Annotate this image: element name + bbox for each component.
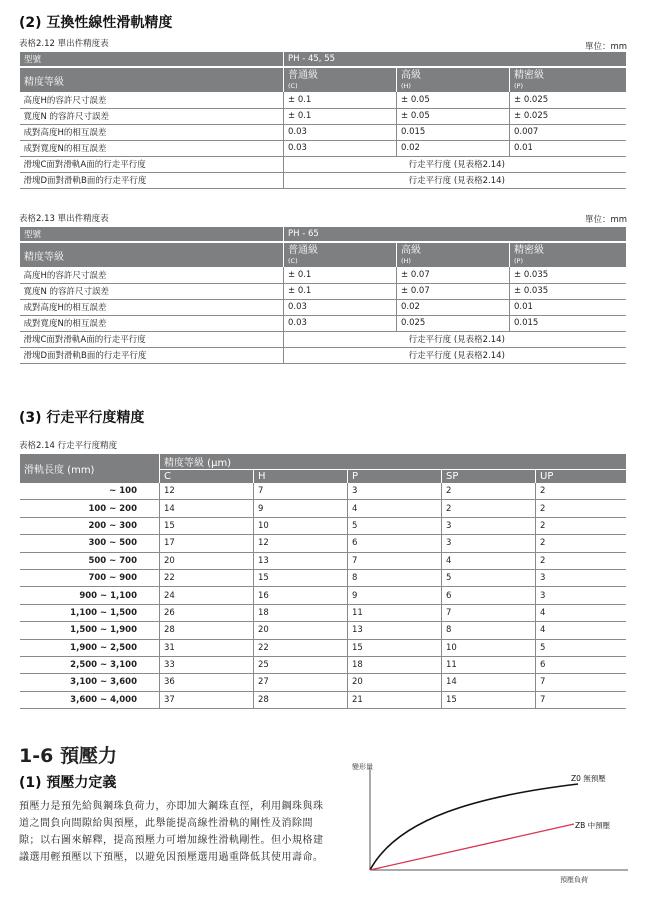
parallelism-value: 8: [348, 569, 442, 586]
preload-paragraph: 預壓力是預先給與鋼珠負荷力，亦即加大鋼珠直徑，利用鋼珠與珠道之間負向間隙給與預壓，此舉能提高線性滑軌的剛性及消除間隙；以右圖來解釋，提高預壓力可增加線性滑軌剛性。但小規格建議選用輕預壓以下預壓，以避免因預壓選用過重降低其使用壽命。: [19, 801, 324, 863]
row-value: ± 0.035: [510, 283, 626, 299]
table-row: [20, 622, 626, 639]
parallelism-value: 7: [536, 691, 626, 708]
table-row: [20, 483, 626, 500]
row-value: 0.03: [284, 315, 397, 331]
parallelism-value: 4: [536, 622, 626, 639]
parallelism-value: 3: [442, 535, 536, 552]
table-row: [20, 315, 626, 331]
grade-header-0: [284, 242, 397, 267]
parallelism-value: 9: [254, 500, 348, 517]
grade-label: 精度等級: [20, 242, 284, 267]
row-value: ± 0.1: [284, 108, 397, 124]
length-range: 700 ~ 900: [20, 569, 160, 586]
parallelism-value: 3: [348, 483, 442, 500]
parallelism-value: 11: [348, 604, 442, 621]
row-value: 0.03: [284, 124, 397, 140]
row-value: 0.02: [397, 140, 510, 156]
parallelism-value: 4: [348, 500, 442, 517]
grade-header-2: [510, 67, 626, 92]
curve-zb-label: ZB 中預壓: [575, 821, 611, 830]
table-row: [20, 569, 626, 586]
section-title-preload: 1-6 預壓力: [19, 745, 117, 767]
parallelism-value: 12: [160, 483, 254, 500]
parallelism-value: 2: [442, 483, 536, 500]
parallelism-value: 17: [160, 535, 254, 552]
table-row: [20, 604, 626, 621]
row-label: 高度H的容許尺寸誤差: [20, 267, 284, 283]
parallelism-value: 28: [254, 691, 348, 708]
row-value: ± 0.07: [397, 267, 510, 283]
y-axis-label: 變形量: [352, 763, 373, 771]
parallelism-value: 14: [442, 674, 536, 691]
parallelism-value: 24: [160, 587, 254, 604]
length-range: 3,600 ~ 4,000: [20, 691, 160, 708]
length-range: 500 ~ 700: [20, 552, 160, 569]
length-range: 1,900 ~ 2,500: [20, 639, 160, 656]
grade-code: (H): [401, 257, 411, 265]
parallelism-value: 5: [536, 639, 626, 656]
table-row: [20, 656, 626, 673]
row-value: ± 0.1: [284, 283, 397, 299]
parallelism-value: 31: [160, 639, 254, 656]
table-2-14: [19, 454, 626, 709]
column-header: SP: [442, 470, 536, 483]
table-row: [20, 108, 626, 124]
grade-code: (C): [288, 257, 298, 265]
parallelism-value: 22: [160, 569, 254, 586]
grade-name: 精密級: [514, 70, 544, 81]
parallelism-value: 21: [348, 691, 442, 708]
grade-code: (H): [401, 82, 411, 90]
table-row: [20, 639, 626, 656]
table-row: [20, 691, 626, 708]
table-row: [20, 172, 626, 188]
parallelism-value: 5: [442, 569, 536, 586]
parallelism-value: 11: [442, 656, 536, 673]
row-value: 0.01: [510, 140, 626, 156]
grade-name: 普通級: [288, 70, 318, 81]
row-value-span: 行走平行度 (見表格2.14): [284, 156, 626, 172]
row-value: 0.02: [397, 299, 510, 315]
grade-name: 精密級: [514, 245, 544, 256]
length-range: 1,500 ~ 1,900: [20, 622, 160, 639]
parallelism-value: 37: [160, 691, 254, 708]
parallelism-value: 15: [254, 569, 348, 586]
parallelism-value: 25: [254, 656, 348, 673]
curve-z0-label: Z0 無預壓: [571, 774, 606, 783]
parallelism-value: 6: [536, 656, 626, 673]
grade-name: 普通級: [288, 245, 318, 256]
table-row: [20, 140, 626, 156]
row-value: 0.01: [510, 299, 626, 315]
row-label: 成對寬度N的相互誤差: [20, 315, 284, 331]
parallelism-value: 3: [536, 569, 626, 586]
parallelism-value: 28: [160, 622, 254, 639]
row-label: 滑塊D面對滑軌B面的行走平行度: [20, 347, 284, 363]
row-value: 0.03: [284, 140, 397, 156]
parallelism-value: 7: [536, 674, 626, 691]
parallelism-value: 7: [442, 604, 536, 621]
parallelism-value: 2: [536, 500, 626, 517]
grade-label: 精度等級: [20, 67, 284, 92]
row-label: 成對寬度N的相互誤差: [20, 140, 284, 156]
parallelism-value: 18: [254, 604, 348, 621]
table-row: [20, 92, 626, 108]
grade-code: (P): [514, 257, 523, 265]
parallelism-value: 27: [254, 674, 348, 691]
grade-name: 高級: [401, 70, 421, 81]
parallelism-value: 16: [254, 587, 348, 604]
row-value: ± 0.035: [510, 267, 626, 283]
parallelism-value: 9: [348, 587, 442, 604]
parallelism-value: 10: [254, 517, 348, 534]
row-value: 0.025: [397, 315, 510, 331]
row-label: 寬度N 的容許尺寸誤差: [20, 283, 284, 299]
parallelism-value: 26: [160, 604, 254, 621]
table-2-12: [19, 52, 626, 189]
parallelism-value: 22: [254, 639, 348, 656]
column-header: H: [254, 470, 348, 483]
grade-header-1: [397, 242, 510, 267]
preload-diagram: [338, 758, 638, 888]
row-value: 0.015: [510, 315, 626, 331]
grade-header-row: [20, 67, 626, 92]
model-row: [20, 227, 626, 242]
row-value: ± 0.1: [284, 92, 397, 108]
table-row: [20, 552, 626, 569]
grade-code: (C): [288, 82, 298, 90]
parallelism-value: 20: [348, 674, 442, 691]
table-row: [20, 535, 626, 552]
curve-zb-medium-preload: [370, 824, 574, 870]
row-value: ± 0.05: [397, 92, 510, 108]
column-header: UP: [536, 470, 626, 483]
parallelism-value: 2: [442, 500, 536, 517]
model-row: [20, 52, 626, 67]
model-label: 型號: [20, 227, 284, 242]
parallelism-value: 13: [348, 622, 442, 639]
grade-name: 高級: [401, 245, 421, 256]
row-value: ± 0.05: [397, 108, 510, 124]
table-2-13-unit: 單位：mm: [584, 215, 627, 225]
row-value: 0.03: [284, 299, 397, 315]
row-label: 成對高度H的相互誤差: [20, 299, 284, 315]
grade-header-row: [20, 242, 626, 267]
table-row: [20, 331, 626, 347]
column-header: C: [160, 470, 254, 483]
row-label: 寬度N 的容許尺寸誤差: [20, 108, 284, 124]
section-title-running-parallelism: (3) 行走平行度精度: [19, 410, 145, 426]
table-row: [20, 517, 626, 534]
length-range: 100 ~ 200: [20, 500, 160, 517]
parallelism-value: 18: [348, 656, 442, 673]
parallelism-value: 4: [536, 604, 626, 621]
parallelism-value: 6: [348, 535, 442, 552]
length-range: 200 ~ 300: [20, 517, 160, 534]
grade-header-1: [397, 67, 510, 92]
table-row: [20, 124, 626, 140]
parallelism-value: 4: [442, 552, 536, 569]
length-range: 2,500 ~ 3,100: [20, 656, 160, 673]
parallelism-value: 20: [160, 552, 254, 569]
grade-header-2: [510, 242, 626, 267]
parallelism-value: 6: [442, 587, 536, 604]
length-label: 滑軌長度 (mm): [20, 454, 160, 483]
table-row: [20, 156, 626, 172]
model-label: 型號: [20, 52, 284, 67]
row-value: 0.015: [397, 124, 510, 140]
length-range: 300 ~ 500: [20, 535, 160, 552]
table-2-13-caption: 表格2.13 單出件精度表: [19, 214, 109, 224]
row-value-span: 行走平行度 (見表格2.14): [284, 172, 626, 188]
length-range: 1,100 ~ 1,500: [20, 604, 160, 621]
row-value: ± 0.025: [510, 108, 626, 124]
table-row: [20, 587, 626, 604]
row-label: 滑塊D面對滑軌B面的行走平行度: [20, 172, 284, 188]
parallelism-value: 5: [348, 517, 442, 534]
table-row: [20, 674, 626, 691]
model-value: PH - 45, 55: [284, 52, 626, 67]
table-2-12-unit: 單位：mm: [584, 42, 627, 52]
x-axis-label: 預壓負荷: [560, 876, 588, 884]
row-label: 高度H的容許尺寸誤差: [20, 92, 284, 108]
model-value: PH - 65: [284, 227, 626, 242]
parallelism-value: 15: [348, 639, 442, 656]
parallelism-value: 15: [442, 691, 536, 708]
parallelism-value: 36: [160, 674, 254, 691]
parallelism-value: 2: [536, 552, 626, 569]
table-2-14-caption: 表格2.14 行走平行度精度: [19, 441, 118, 451]
table-row: [20, 347, 626, 363]
table-2-13: [19, 227, 626, 364]
parallelism-value: 7: [348, 552, 442, 569]
parallelism-value: 8: [442, 622, 536, 639]
row-value-span: 行走平行度 (見表格2.14): [284, 331, 626, 347]
table-row: [20, 283, 626, 299]
grade-header-0: [284, 67, 397, 92]
parallelism-value: 13: [254, 552, 348, 569]
parallelism-value: 20: [254, 622, 348, 639]
row-label: 滑塊C面對滑軌A面的行走平行度: [20, 331, 284, 347]
table-row: [20, 500, 626, 517]
grade-code: (P): [514, 82, 523, 90]
row-label: 成對高度H的相互誤差: [20, 124, 284, 140]
grade-header-row: [20, 454, 626, 470]
table-2-12-caption: 表格2.12 單出件精度表: [19, 39, 109, 49]
section-title-interchangeable-accuracy: (2) 互換性線性滑軌精度: [19, 15, 173, 31]
row-label: 滑塊C面對滑軌A面的行走平行度: [20, 156, 284, 172]
column-header: P: [348, 470, 442, 483]
row-value: 0.007: [510, 124, 626, 140]
length-range: 3,100 ~ 3,600: [20, 674, 160, 691]
grade-label: 精度等級 (μm): [160, 454, 626, 470]
parallelism-value: 2: [536, 483, 626, 500]
parallelism-value: 3: [442, 517, 536, 534]
parallelism-value: 14: [160, 500, 254, 517]
length-range: 900 ~ 1,100: [20, 587, 160, 604]
subsection-title-preload-definition: (1) 預壓力定義: [19, 775, 117, 791]
parallelism-value: 3: [536, 587, 626, 604]
table-row: [20, 299, 626, 315]
parallelism-value: 2: [536, 535, 626, 552]
row-value-span: 行走平行度 (見表格2.14): [284, 347, 626, 363]
parallelism-value: 33: [160, 656, 254, 673]
curve-z0-no-preload: [370, 784, 578, 870]
parallelism-value: 10: [442, 639, 536, 656]
row-value: ± 0.07: [397, 283, 510, 299]
parallelism-value: 7: [254, 483, 348, 500]
row-value: ± 0.025: [510, 92, 626, 108]
table-row: [20, 267, 626, 283]
parallelism-value: 2: [536, 517, 626, 534]
row-value: ± 0.1: [284, 267, 397, 283]
parallelism-value: 15: [160, 517, 254, 534]
length-range: ~ 100: [20, 483, 160, 500]
parallelism-value: 12: [254, 535, 348, 552]
